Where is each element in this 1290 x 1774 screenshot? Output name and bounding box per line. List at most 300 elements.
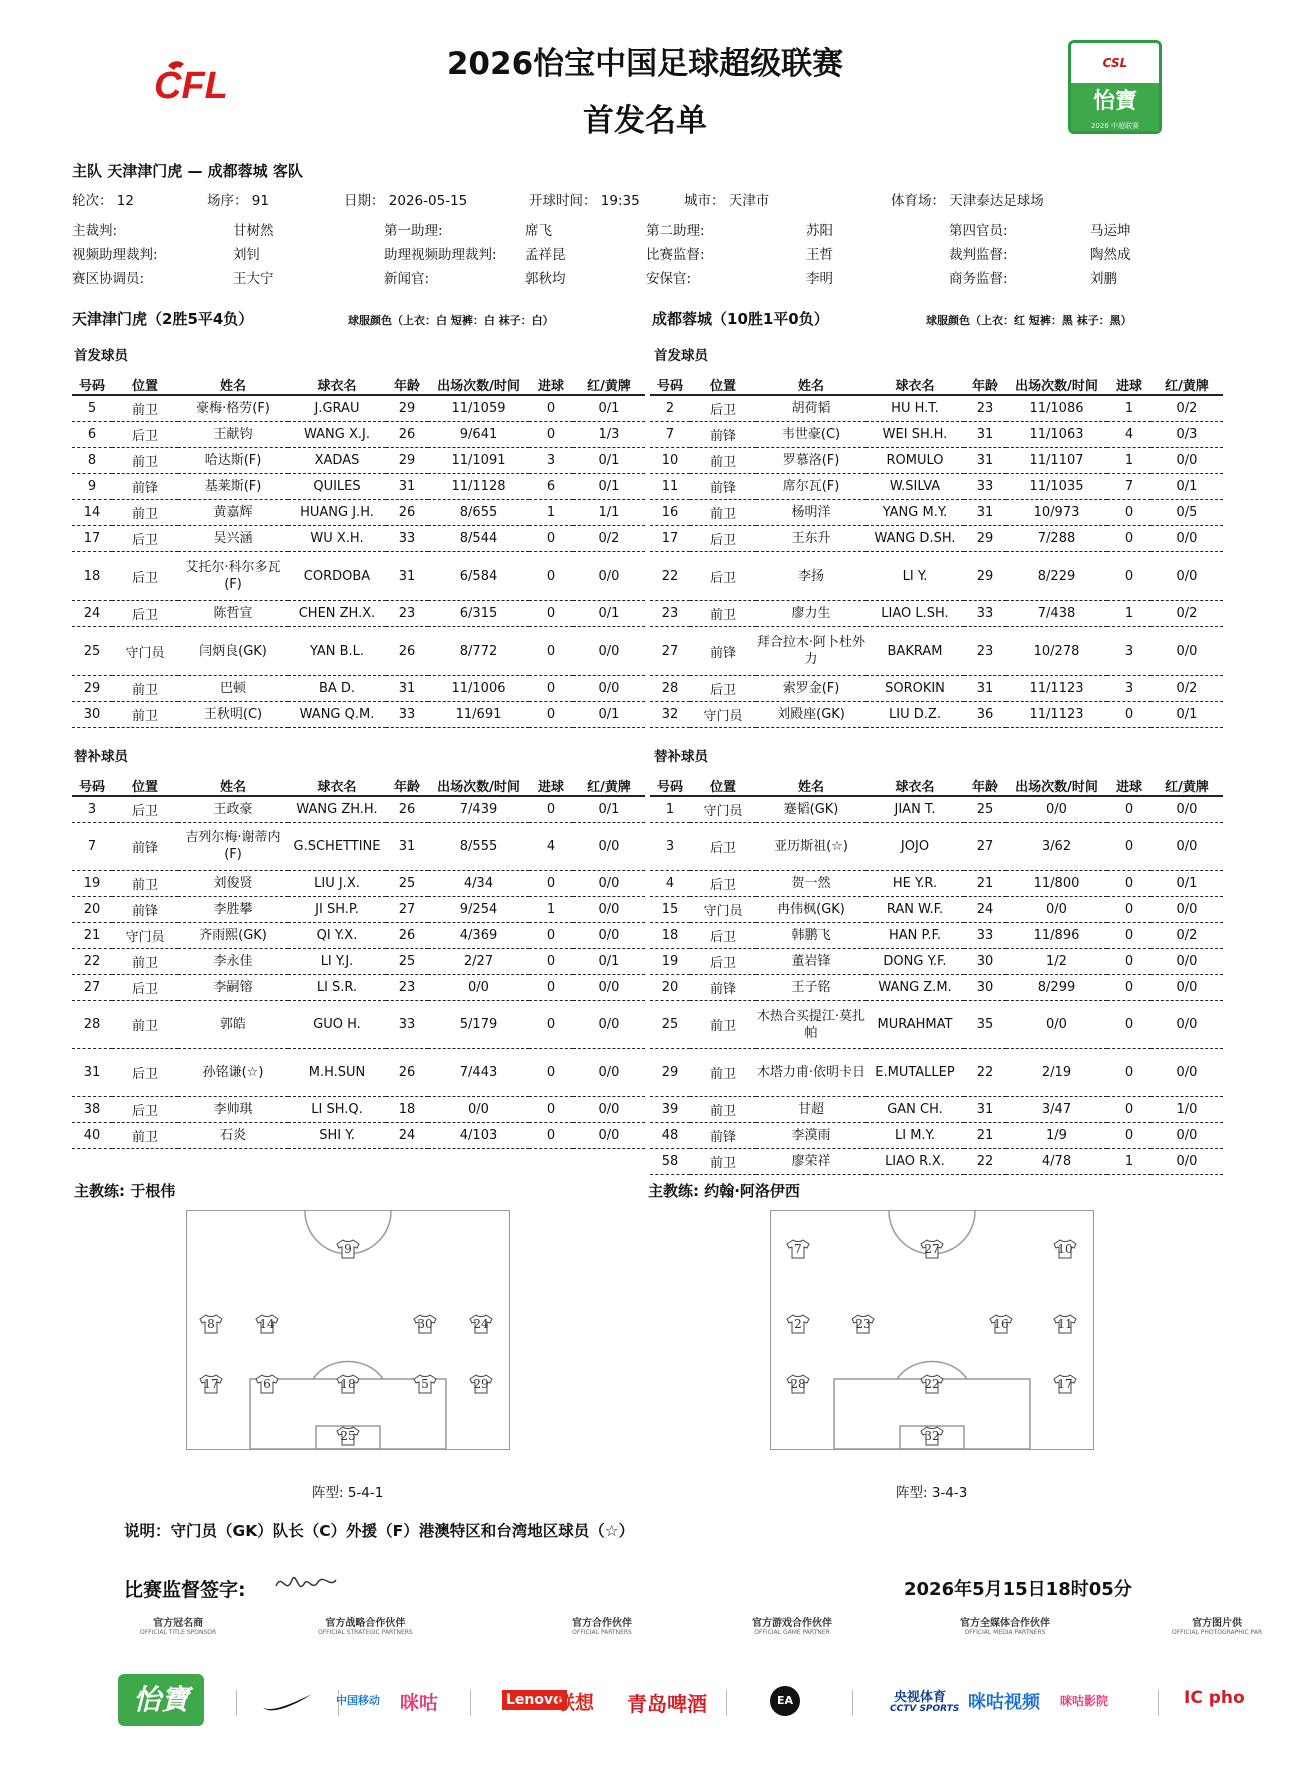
player-name: 木热合买提江·莫扎帕: [756, 1001, 866, 1049]
appearances: 11/1086: [1006, 395, 1107, 421]
jersey-name: LI Y.: [866, 552, 964, 601]
cards: 0/0: [1151, 627, 1223, 676]
cards: 1/3: [573, 421, 645, 447]
player-position: 后卫: [690, 948, 756, 974]
player-number: 8: [72, 447, 112, 473]
player-age: 33: [386, 702, 428, 728]
player-age: 24: [964, 896, 1006, 922]
sponsor-category-cn: 官方全媒体合作伙伴: [960, 1618, 1050, 1629]
column-header: 姓名: [178, 370, 288, 395]
player-name: 廖力生: [756, 601, 866, 627]
away-starters-label: 首发球员: [654, 348, 708, 364]
player-age: 29: [964, 525, 1006, 551]
player-age: 29: [386, 447, 428, 473]
sign-datetime: 2026年5月15日18时05分: [904, 1579, 1132, 1600]
player-row: [650, 948, 1223, 974]
player-row: [72, 1049, 645, 1097]
jersey-name: BA D.: [288, 676, 386, 702]
cards: 0/0: [573, 1097, 645, 1123]
official-name: 陶然成: [1090, 247, 1131, 263]
cards: 0/0: [1151, 896, 1223, 922]
player-row: [72, 627, 645, 676]
appearances: 9/641: [428, 421, 529, 447]
shirt-number: 22: [924, 1377, 940, 1391]
player-age: 21: [964, 1123, 1006, 1149]
player-number: 1: [650, 796, 690, 822]
appearances: 2/19: [1006, 1049, 1107, 1097]
china-mobile-logo: 中国移动: [336, 1694, 380, 1707]
cards: 1/0: [1151, 1097, 1223, 1123]
player-shirt: [198, 1314, 224, 1334]
official-name: 郭秋均: [525, 271, 566, 287]
home-team-name: 天津津门虎（2胜5平4负）: [72, 310, 254, 328]
appearances: 8/544: [428, 525, 529, 551]
official-role: 裁判监督:: [949, 247, 1008, 263]
player-row: [650, 922, 1223, 948]
player-position: 后卫: [690, 822, 756, 870]
player-row: [72, 896, 645, 922]
goals: 0: [529, 627, 573, 676]
appearances: 1/2: [1006, 948, 1107, 974]
shirt-number: 7: [794, 1242, 802, 1256]
goals: 7: [1107, 473, 1151, 499]
player-name: 甘超: [756, 1097, 866, 1123]
cards: 0/0: [1151, 447, 1223, 473]
player-shirt: [785, 1374, 811, 1394]
player-shirt: [919, 1239, 945, 1259]
player-name: 李胜攀: [178, 896, 288, 922]
jersey-name: LI S.R.: [288, 974, 386, 1000]
official-role: 赛区协调员:: [72, 271, 145, 287]
sponsor-category-label: [572, 1614, 632, 1636]
jersey-name: WEI SH.H.: [866, 421, 964, 447]
player-row: [650, 676, 1223, 702]
player-name: 李永佳: [178, 948, 288, 974]
official-role: 商务监督:: [949, 271, 1008, 287]
player-row: [650, 601, 1223, 627]
player-shirt: [1052, 1374, 1078, 1394]
official-role: 视频助理裁判:: [72, 247, 158, 263]
player-age: 33: [964, 473, 1006, 499]
player-number: 3: [72, 796, 112, 822]
player-row: [72, 870, 645, 896]
appearances: 8/655: [428, 499, 529, 525]
goals: 0: [529, 922, 573, 948]
player-shirt: [335, 1239, 361, 1259]
player-number: 25: [72, 627, 112, 676]
column-header: 红/黄牌: [573, 771, 645, 796]
player-row: [72, 499, 645, 525]
away-formation: 阵型: 3-4-3: [896, 1485, 968, 1501]
player-age: 31: [964, 499, 1006, 525]
player-position: 前锋: [112, 473, 178, 499]
player-name: 巴顿: [178, 676, 288, 702]
cards: 0/1: [573, 702, 645, 728]
player-shirt: [412, 1314, 438, 1334]
player-position: 前卫: [112, 702, 178, 728]
player-name: 吴兴涵: [178, 525, 288, 551]
column-header: 年龄: [964, 771, 1006, 796]
player-name: 哈达斯(F): [178, 447, 288, 473]
player-name: 冉伟枫(GK): [756, 896, 866, 922]
appearances: 0/0: [428, 974, 529, 1000]
jersey-name: RAN W.F.: [866, 896, 964, 922]
jersey-name: XADAS: [288, 447, 386, 473]
lenovo-logo: Lenovo: [502, 1690, 567, 1710]
shirt-number: 5: [421, 1377, 429, 1391]
kickoff: 开球时间： 19:35: [529, 193, 640, 209]
appearances: 5/179: [428, 1001, 529, 1049]
player-age: 27: [386, 896, 428, 922]
player-row: [72, 473, 645, 499]
cards: 1/1: [573, 499, 645, 525]
column-header: 出场次数/时间: [1006, 771, 1107, 796]
home-subs-label: 替补球员: [74, 749, 128, 765]
away-formation-pitch: [770, 1210, 1094, 1450]
goals: 0: [1107, 1001, 1151, 1049]
goals: 0: [529, 1123, 573, 1149]
player-position: 前锋: [112, 822, 178, 870]
player-position: 前卫: [112, 1123, 178, 1149]
player-number: 38: [72, 1097, 112, 1123]
divider: [726, 1690, 727, 1716]
official-name: 甘树然: [233, 223, 274, 239]
player-position: 前锋: [690, 1123, 756, 1149]
appearances: 7/439: [428, 796, 529, 822]
player-number: 18: [650, 922, 690, 948]
player-shirt: [198, 1374, 224, 1394]
home-subs-table: [72, 771, 645, 1149]
jersey-name: YANG M.Y.: [866, 499, 964, 525]
legend-note: 说明：守门员（GK）队长（C）外援（F）港澳特区和台湾地区球员（☆）: [124, 1522, 635, 1540]
jersey-name: QI Y.X.: [288, 922, 386, 948]
player-row: [72, 395, 645, 421]
player-position: 后卫: [690, 395, 756, 421]
player-shirt: [919, 1374, 945, 1394]
jersey-name: BAKRAM: [866, 627, 964, 676]
appearances: 7/443: [428, 1049, 529, 1097]
player-row: [650, 1123, 1223, 1149]
svg-text:CFL: CFL: [154, 65, 228, 107]
shirt-number: 17: [203, 1377, 219, 1391]
player-row: [72, 1001, 645, 1049]
goals: 0: [529, 395, 573, 421]
cards: 0/0: [573, 676, 645, 702]
player-position: 前卫: [112, 676, 178, 702]
goals: 0: [529, 601, 573, 627]
sponsor-category-label: [960, 1614, 1050, 1636]
shirt-number: 16: [993, 1317, 1009, 1331]
player-name: 胡荷韬: [756, 395, 866, 421]
player-number: 17: [72, 525, 112, 551]
appearances: 6/584: [428, 552, 529, 601]
sponsor-category-label: [318, 1614, 413, 1636]
jersey-name: LI SH.Q.: [288, 1097, 386, 1123]
player-row: [650, 896, 1223, 922]
jersey-name: J.GRAU: [288, 395, 386, 421]
away-subs-label: 替补球员: [654, 749, 708, 765]
player-age: 23: [386, 601, 428, 627]
shirt-number: 2: [794, 1317, 802, 1331]
player-name: 王东升: [756, 525, 866, 551]
player-name: 李嗣镕: [178, 974, 288, 1000]
page-subtitle: 首发名单: [583, 103, 707, 139]
player-age: 31: [964, 421, 1006, 447]
player-name: 亚历斯祖(☆): [756, 822, 866, 870]
player-age: 26: [386, 796, 428, 822]
player-name: 豪梅·格劳(F): [178, 395, 288, 421]
official-name: 刘鹏: [1090, 271, 1117, 287]
player-position: 前卫: [112, 447, 178, 473]
player-row: [650, 395, 1223, 421]
jersey-name: JOJO: [866, 822, 964, 870]
official-role: 第一助理:: [384, 223, 443, 239]
column-header: 球衣名: [866, 370, 964, 395]
player-age: 29: [386, 395, 428, 421]
goals: 0: [1107, 948, 1151, 974]
lenovo-cn-logo: 联想: [556, 1692, 595, 1714]
player-age: 21: [964, 870, 1006, 896]
player-row: [72, 525, 645, 551]
sponsor-category-cn: 官方战略合作伙伴: [325, 1618, 406, 1629]
goals: 0: [529, 1001, 573, 1049]
column-header: 进球: [1107, 370, 1151, 395]
player-row: [650, 447, 1223, 473]
cards: 0/0: [1151, 1001, 1223, 1049]
sponsor-category-label: [140, 1614, 216, 1636]
player-number: 6: [72, 421, 112, 447]
player-row: [650, 421, 1223, 447]
jersey-name: SOROKIN: [866, 676, 964, 702]
player-position: 前锋: [690, 421, 756, 447]
sponsor-category-en: OFFICIAL GAME PARTNER: [754, 1629, 830, 1636]
goals: 0: [529, 702, 573, 728]
appearances: 3/47: [1006, 1097, 1107, 1123]
player-row: [650, 1149, 1223, 1175]
player-position: 前卫: [690, 1097, 756, 1123]
column-header: 位置: [690, 771, 756, 796]
sponsor-category-cn: 官方图片供: [1192, 1618, 1243, 1629]
home-formation: 阵型: 5-4-1: [312, 1485, 384, 1501]
cards: 0/0: [1151, 796, 1223, 822]
home-formation-pitch: [186, 1210, 510, 1450]
player-number: 32: [650, 702, 690, 728]
player-age: 31: [964, 676, 1006, 702]
official-name: 王大宁: [233, 271, 274, 287]
player-name: 王子铭: [756, 974, 866, 1000]
player-age: 33: [386, 1001, 428, 1049]
sponsor-category-cn: 官方合作伙伴: [572, 1618, 632, 1629]
player-name: 王秋明(C): [178, 702, 288, 728]
player-number: 7: [72, 822, 112, 870]
away-starters-table: [650, 370, 1223, 728]
player-age: 33: [386, 525, 428, 551]
player-name: 孙铭谦(☆): [178, 1049, 288, 1097]
cards: 0/0: [573, 627, 645, 676]
column-header: 姓名: [178, 771, 288, 796]
jersey-name: M.H.SUN: [288, 1049, 386, 1097]
tsingtao-logo: 青岛啤酒: [627, 1692, 707, 1716]
home-starters-table: [72, 370, 645, 728]
player-position: 守门员: [690, 796, 756, 822]
appearances: 11/1123: [1006, 676, 1107, 702]
jersey-name: ROMULO: [866, 447, 964, 473]
cards: 0/1: [573, 601, 645, 627]
player-number: 21: [72, 922, 112, 948]
player-number: 15: [650, 896, 690, 922]
cards: 0/0: [1151, 1049, 1223, 1097]
signature-label: 比赛监督签字:: [124, 1579, 246, 1601]
cards: 0/1: [1151, 473, 1223, 499]
player-shirt: [468, 1374, 494, 1394]
appearances: 4/34: [428, 870, 529, 896]
jersey-name: G.SCHETTINE: [288, 822, 386, 870]
shirt-number: 24: [473, 1317, 489, 1331]
column-header: 出场次数/时间: [1006, 370, 1107, 395]
shirt-number: 25: [340, 1429, 356, 1443]
cards: 0/0: [1151, 974, 1223, 1000]
player-row: [650, 627, 1223, 676]
player-age: 31: [964, 447, 1006, 473]
goals: 3: [1107, 627, 1151, 676]
jersey-name: HUANG J.H.: [288, 499, 386, 525]
player-row: [650, 702, 1223, 728]
player-row: [650, 1049, 1223, 1097]
home-coach: 主教练: 于根伟: [74, 1182, 176, 1200]
player-position: 前锋: [690, 627, 756, 676]
appearances: 11/1006: [428, 676, 529, 702]
appearances: 4/369: [428, 922, 529, 948]
cards: 0/0: [1151, 552, 1223, 601]
goals: 0: [529, 948, 573, 974]
goals: 0: [1107, 1049, 1151, 1097]
goals: 0: [1107, 896, 1151, 922]
column-header: 球衣名: [288, 370, 386, 395]
player-number: 20: [650, 974, 690, 1000]
player-number: 20: [72, 896, 112, 922]
shirt-number: 32: [924, 1429, 940, 1443]
player-row: [72, 702, 645, 728]
city: 城市： 天津市: [684, 193, 770, 209]
player-name: 刘殿座(GK): [756, 702, 866, 728]
player-number: 28: [72, 1001, 112, 1049]
goals: 1: [1107, 395, 1151, 421]
player-row: [72, 922, 645, 948]
ic-photo-logo: IC pho: [1184, 1688, 1245, 1708]
jersey-name: YAN B.L.: [288, 627, 386, 676]
player-number: 2: [650, 395, 690, 421]
goals: 0: [529, 870, 573, 896]
supervisor-signature: [272, 1566, 342, 1600]
player-row: [72, 948, 645, 974]
goals: 0: [529, 421, 573, 447]
player-number: 39: [650, 1097, 690, 1123]
cards: 0/1: [573, 447, 645, 473]
jersey-name: MURAHMAT: [866, 1001, 964, 1049]
player-position: 前锋: [690, 473, 756, 499]
shirt-number: 27: [924, 1242, 940, 1256]
player-number: 11: [650, 473, 690, 499]
appearances: 11/1091: [428, 447, 529, 473]
jersey-name: E.MUTALLEP: [866, 1049, 964, 1097]
official-role: 比赛监督:: [646, 247, 705, 263]
player-position: 守门员: [690, 702, 756, 728]
player-name: 刘俊贤: [178, 870, 288, 896]
player-number: 24: [72, 601, 112, 627]
appearances: 11/1063: [1006, 421, 1107, 447]
jersey-name: HU H.T.: [866, 395, 964, 421]
shirt-number: 10: [1057, 1242, 1073, 1256]
player-name: 基莱斯(F): [178, 473, 288, 499]
player-position: 守门员: [112, 922, 178, 948]
goals: 0: [1107, 525, 1151, 551]
player-age: 22: [964, 1149, 1006, 1175]
player-number: 28: [650, 676, 690, 702]
player-row: [650, 473, 1223, 499]
cards: 0/0: [573, 922, 645, 948]
migu-cinema-logo: 咪咕影院: [1060, 1694, 1109, 1708]
player-age: 29: [964, 552, 1006, 601]
goals: 1: [529, 499, 573, 525]
appearances: 10/973: [1006, 499, 1107, 525]
column-header: 进球: [1107, 771, 1151, 796]
appearances: 8/299: [1006, 974, 1107, 1000]
player-position: 前锋: [112, 896, 178, 922]
player-row: [72, 1097, 645, 1123]
jersey-name: LI Y.J.: [288, 948, 386, 974]
player-name: 黄嘉辉: [178, 499, 288, 525]
player-number: 9: [72, 473, 112, 499]
player-name: 李漠雨: [756, 1123, 866, 1149]
player-name: 席尔瓦(F): [756, 473, 866, 499]
cards: 0/2: [573, 525, 645, 551]
player-name: 陈哲宣: [178, 601, 288, 627]
away-coach: 主教练: 约翰·阿洛伊西: [648, 1182, 800, 1200]
player-number: 27: [650, 627, 690, 676]
player-row: [72, 676, 645, 702]
player-number: 30: [72, 702, 112, 728]
jersey-name: SHI Y.: [288, 1123, 386, 1149]
appearances: 0/0: [1006, 796, 1107, 822]
player-number: 4: [650, 870, 690, 896]
player-position: 前卫: [690, 499, 756, 525]
goals: 4: [529, 822, 573, 870]
player-name: 贺一然: [756, 870, 866, 896]
player-shirt: [785, 1314, 811, 1334]
player-age: 23: [964, 395, 1006, 421]
jersey-name: WANG ZH.H.: [288, 796, 386, 822]
sponsor-category-en: OFFICIAL PHOTOGRAPHIC PAR: [1172, 1629, 1263, 1636]
player-age: 26: [386, 627, 428, 676]
player-row: [650, 525, 1223, 551]
match-date: 日期： 2026-05-15: [344, 193, 468, 209]
appearances: 11/800: [1006, 870, 1107, 896]
player-age: 31: [964, 1097, 1006, 1123]
player-name: 韩鹏飞: [756, 922, 866, 948]
divider: [852, 1690, 853, 1716]
player-name: 索罗金(F): [756, 676, 866, 702]
official-role: 安保官:: [646, 271, 692, 287]
column-header: 姓名: [756, 771, 866, 796]
player-name: 王政豪: [178, 796, 288, 822]
player-age: 33: [964, 922, 1006, 948]
shirt-number: 14: [259, 1317, 275, 1331]
player-row: [650, 1097, 1223, 1123]
jersey-name: LIU D.Z.: [866, 702, 964, 728]
column-header: 号码: [72, 771, 112, 796]
appearances: 11/1059: [428, 395, 529, 421]
csl-logo: CSL 怡寶 2026 中超联赛: [1068, 40, 1162, 134]
